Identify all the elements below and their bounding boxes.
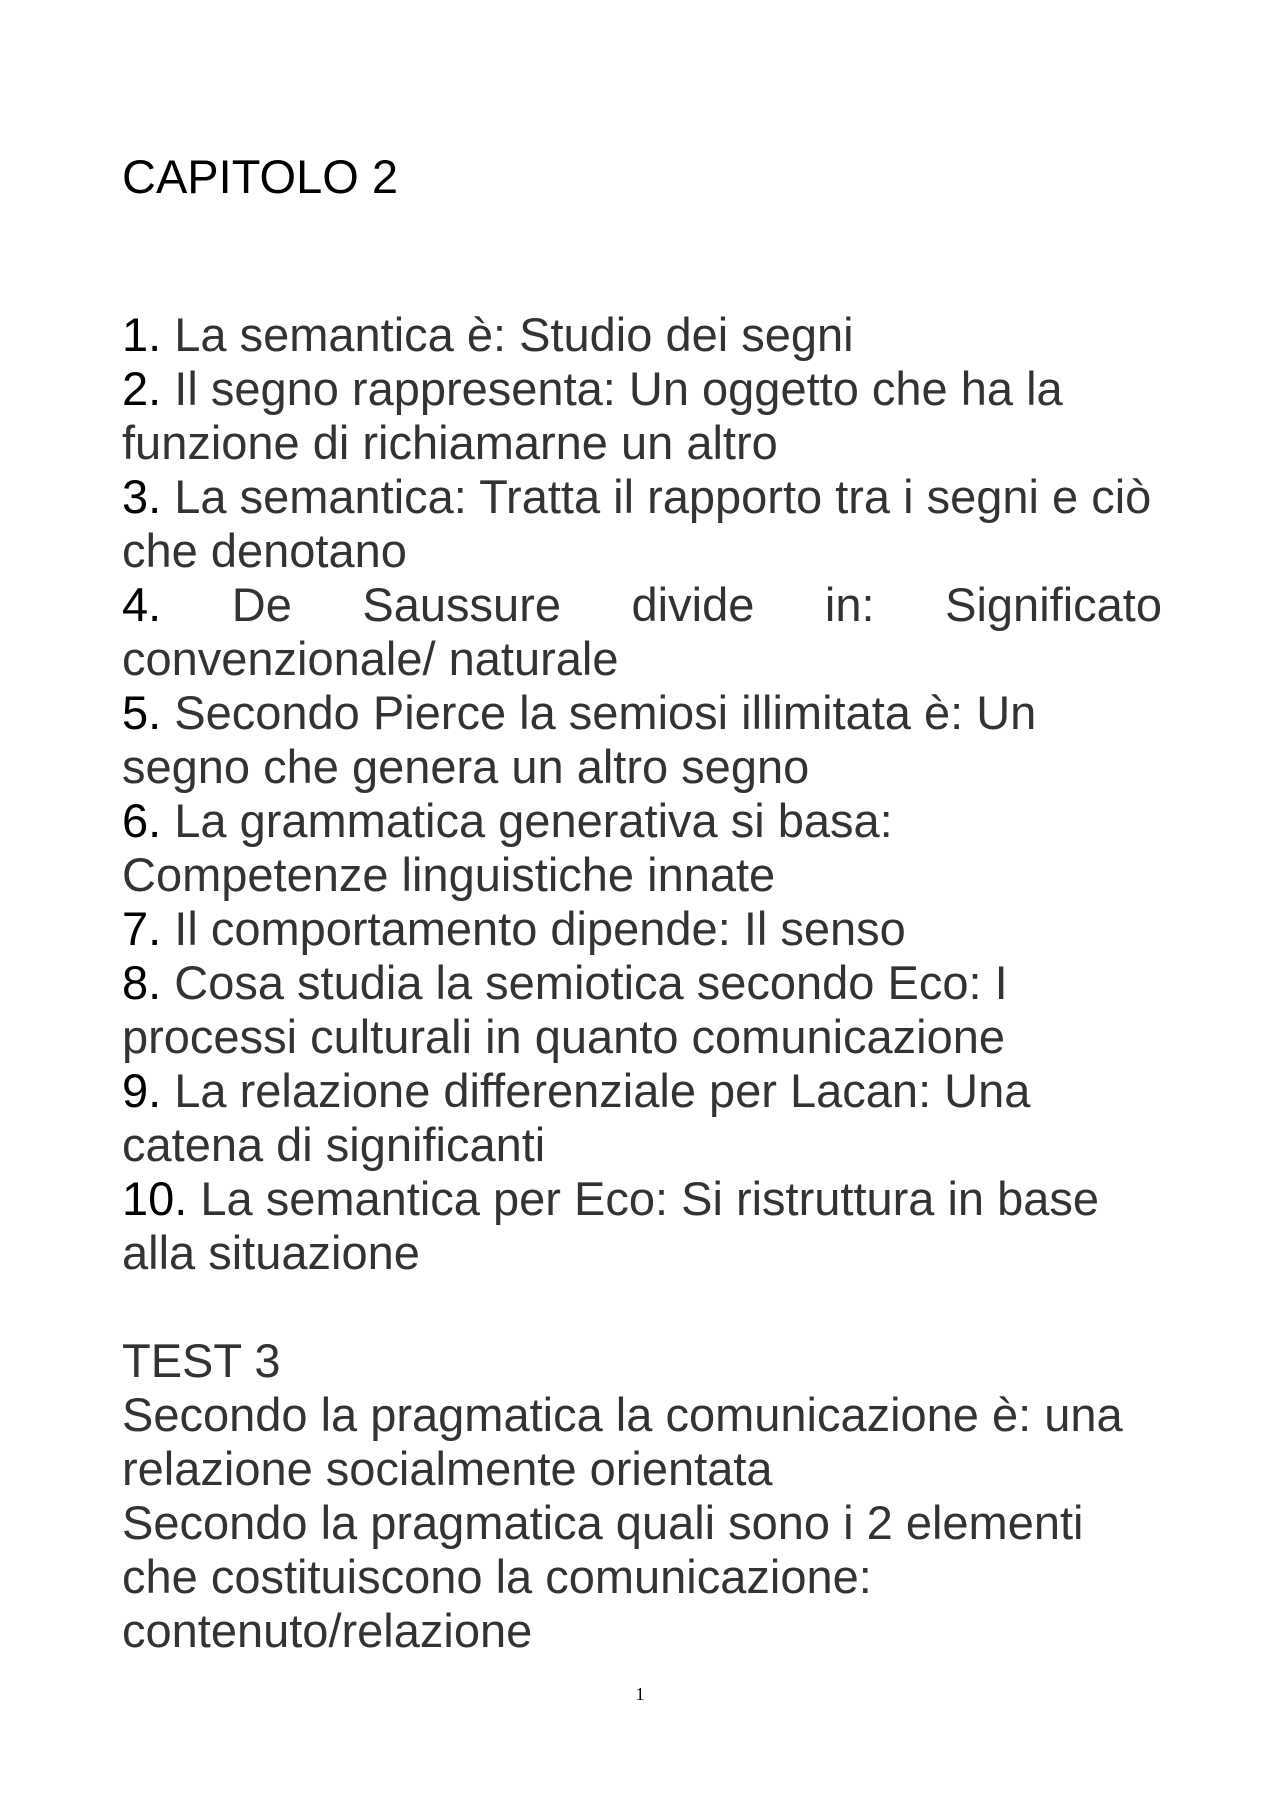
question-text: La grammatica generativa si basa: Competenze linguistiche innate [122,794,893,901]
list-item [122,956,1162,1064]
list-item [122,308,1162,362]
question-word: in: [824,578,875,631]
question-word: Significato [945,578,1162,631]
question-number: 1. [122,308,162,361]
list-item [122,794,1162,902]
page-number: 1 [635,1684,645,1704]
question-text: Cosa studia la semiotica secondo Eco: I processi culturali in quanto comunicazione [122,956,1008,1063]
list-item [122,362,1162,470]
list-item [122,1064,1162,1172]
question-word: divide [631,578,755,631]
question-text: convenzionale/ naturale [122,632,619,685]
question-text: La semantica: Tratta il rapporto tra i segni e ciò che denotano [122,470,1152,577]
question-list [122,308,1162,1280]
question-number: 4. [122,578,162,631]
chapter-title: CAPITOLO 2 [122,150,399,203]
test-title: TEST 3 [122,1334,281,1387]
test-item: Secondo la pragmatica quali sono i 2 elementi che costituiscono la comunicazione: contenuto/relazione [122,1496,1084,1657]
test-item: Secondo la pragmatica la comunicazione è: una relazione socialmente orientata [122,1388,1123,1495]
question-text: La semantica è: Studio dei segni [161,308,854,361]
question-number: 8. [122,956,162,1009]
question-number: 5. [122,686,162,739]
list-item [122,578,1162,686]
question-text: Il segno rappresenta: Un oggetto che ha la funzione di richiamarne un altro [122,362,1063,469]
list-item [122,1172,1162,1280]
question-text: Il comportamento dipende: Il senso [161,902,906,955]
question-text: Secondo Pierce la semiosi illimitata è: Un segno che genera un altro segno [122,686,1037,793]
list-item [122,470,1162,578]
question-word: De [231,578,292,631]
question-text: La relazione differenziale per Lacan: Una catena di significanti [122,1064,1031,1171]
question-number: 9. [122,1064,162,1117]
list-item [122,686,1162,794]
justified-line [122,578,1162,632]
question-number: 10. [122,1172,188,1225]
list-item [122,902,1162,956]
question-number: 6. [122,794,162,847]
question-number: 2. [122,362,162,415]
question-number: 3. [122,470,162,523]
question-text: La semantica per Eco: Si ristruttura in base alla situazione [122,1172,1100,1279]
question-number: 7. [122,902,162,955]
question-word: Saussure [362,578,561,631]
page-content [122,150,1162,1658]
